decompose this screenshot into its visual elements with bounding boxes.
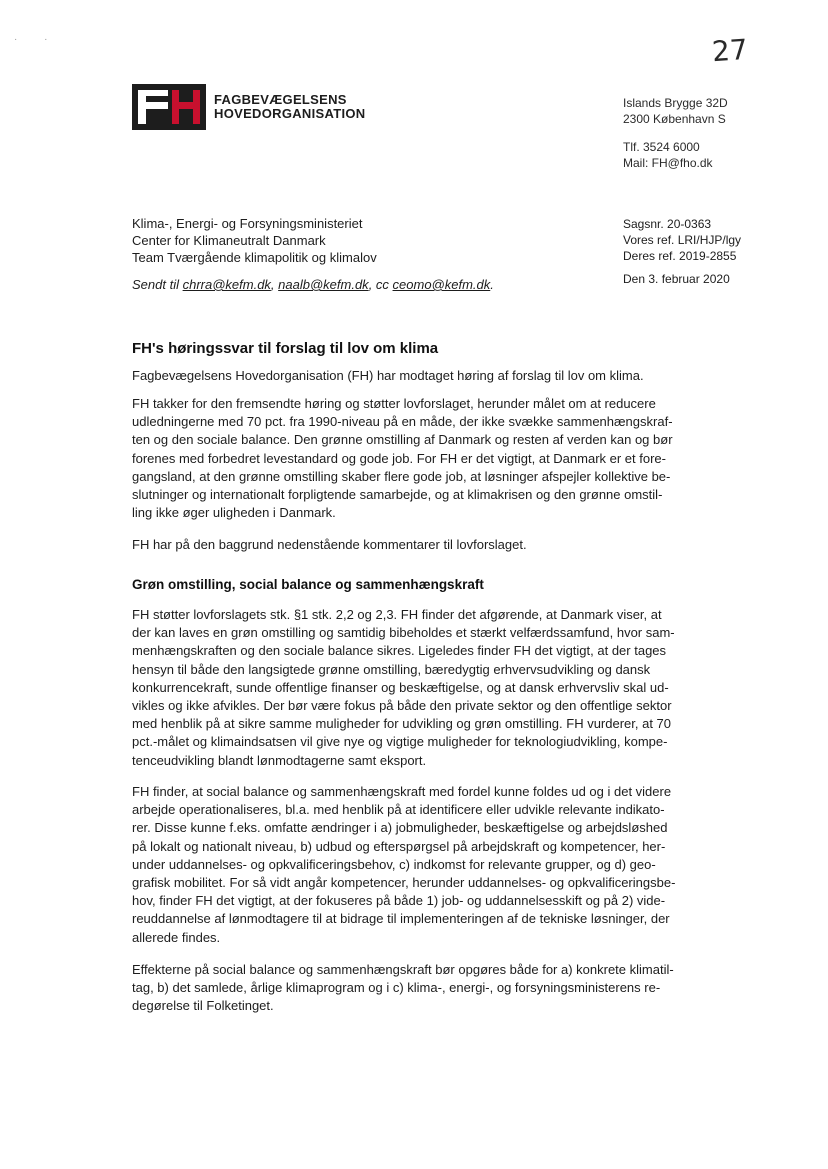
address-city: 2300 København S [623, 112, 726, 126]
paragraph-support [132, 395, 692, 522]
text-line: rer. Disse kunne f.eks. omfatte ændringer i a) jobmuligheder, beskæftigelse og arbejdsløshed [132, 820, 668, 836]
text-line: allerede findes. [132, 929, 221, 945]
address-mail: Mail: FH@fho.dk [623, 156, 713, 170]
our-reference: Vores ref. LRI/HJP/lgy [623, 233, 742, 247]
text-line: slutninger og internationalt forpligtende samarbejde, og at klimakrisen og den grønne omstil- [132, 487, 663, 503]
text-line: under uddannelses- og opkvalificeringsbehov, c) indkomst for relevante grupper, og d) geo- [132, 856, 656, 872]
paragraph-intro [132, 367, 692, 385]
text-line: FH takker for den fremsendte høring og støtter lovforslaget, herunder målet om at reducere [132, 396, 656, 411]
recipient-line2: Center for Klimaneutralt Danmark [132, 233, 326, 248]
text-line: udledningerne med 70 pct. fra 1990-niveau på en måde, der ikke svække sammenhængskraf- [132, 414, 673, 430]
text-line: degørelse til Folketinget. [132, 998, 274, 1014]
paragraph-comments-intro [132, 536, 692, 554]
recipient-line1: Klima-, Energi- og Forsyningsministeriet [132, 216, 363, 231]
text-line: hensyn til både den langsigtede grønne omstilling, bæredygtig erhvervsudvikling og dansk [132, 661, 651, 677]
scan-specks: · · [14, 34, 60, 45]
fh-logo-mark [132, 84, 206, 130]
section-heading: Grøn omstilling, social balance og sammenhængskraft [132, 577, 484, 592]
sent-to-sep2: , cc [368, 277, 393, 292]
text-line: FH har på den baggrund nedenstående kommentarer til lovforslaget. [132, 537, 527, 552]
fh-logo [132, 84, 365, 130]
text-line: tenceudvikling blandt lønmodtagerne samt eksport. [132, 752, 427, 768]
text-line: pct.-målet og klimaindsatsen vil give nye og vigtige muligheder for teknologiudvikling, kompe- [132, 734, 668, 750]
text-line: FH finder, at social balance og sammenhængskraft med fordel kunne foldes ud og i det videre [132, 784, 672, 799]
text-line: gangsland, at den grønne omstilling skaber flere gode job, at løsninger afspejler kollektive be- [132, 468, 671, 484]
text-line: konkurrencekraft, sunde offentlige finanser og beskæftigelse, og at dansk erhvervsliv skal ud- [132, 679, 669, 695]
reference-block [623, 216, 741, 264]
text-line: Effekterne på social balance og sammenhængskraft bør opgøres både for a) konkrete klimatil- [132, 962, 674, 977]
text-line: med henblik på at sikre samme muligheder for udvikling og grøn omstilling. FH vurderer, at 70 [132, 716, 672, 732]
text-line: ling ikke øger uligheden i Danmark. [132, 505, 336, 521]
text-line: FH støtter lovforslagets stk. §1 stk. 2,2 og 2,3. FH finder det afgørende, at Danmark viser, at [132, 607, 662, 622]
text-line: reuddannelse af lønmodtagere til at bidrage til implementeringen af de tekniske løsninger, der [132, 911, 670, 927]
paragraph-section-2 [132, 783, 692, 947]
logo-text-line2: HOVEDORGANISATION [214, 106, 366, 121]
recipient-block [132, 215, 377, 266]
address-phone: Tlf. 3524 6000 [623, 140, 700, 154]
paragraph-section-3 [132, 961, 692, 1016]
email-link-3[interactable]: ceomo@kefm.dk [392, 277, 491, 292]
text-line: hov, finder FH det vigtigt, at der fokuseres på både 1) job- og uddannelsesskift og på 2) vide- [132, 893, 666, 909]
sent-to-line [132, 277, 494, 292]
email-link-1[interactable]: chrra@kefm.dk [182, 277, 271, 292]
text-line: menhængskraften og den sociale balance sikres. Ligeledes finder FH det vigtigt, at der tages [132, 643, 667, 659]
text-line: arbejde operationaliseres, bl.a. med henblik på at identificere eller udvikle relevante indikato- [132, 802, 665, 818]
text-line: på lokalt og nationalt niveau, b) udbud og efterspørgsel på arbejdskraft og kompetencer, her- [132, 838, 666, 854]
your-reference: Deres ref. 2019-2855 [623, 249, 737, 263]
sent-to-suffix: . [490, 277, 494, 292]
letter-date: Den 3. februar 2020 [623, 272, 730, 286]
text-line: grafisk mobilitet. For så vidt angår kompetencer, herunder uddannelses- og opkvalificeringsbe- [132, 875, 676, 891]
paragraph-section-1 [132, 606, 692, 770]
sender-address [623, 95, 728, 171]
handwritten-page-number: 27 [710, 32, 749, 69]
text-line: vikles og ikke afvikles. Der bør være fokus på både den private sektor og den offentlige sektor [132, 698, 672, 714]
text-line: ten og den sociale balance. Den grønne omstilling af Danmark og resten af verden kan og bør [132, 432, 673, 448]
sent-to-prefix: Sendt til [132, 277, 183, 292]
sent-to-sep1: , [270, 277, 279, 292]
address-street: Islands Brygge 32D [623, 96, 728, 110]
fh-logo-text [214, 93, 365, 121]
text-line: forenes med forbedret levestandard og gode job. For FH er det vigtigt, at Danmark er et fore- [132, 450, 666, 466]
email-link-2[interactable]: naalb@kefm.dk [278, 277, 369, 292]
recipient-line3: Team Tværgående klimapolitik og klimalov [132, 250, 377, 265]
text-line: tag, b) det samlede, årlige klimaprogram og i c) klima-, energi-, og forsyningsministerens re- [132, 980, 661, 996]
case-number: Sagsnr. 20-0363 [623, 217, 712, 231]
text-line: Fagbevægelsens Hovedorganisation (FH) har modtaget høring af forslag til lov om klima. [132, 368, 644, 383]
logo-text-line1: FAGBEVÆGELSENS [214, 92, 347, 107]
text-line: der kan laves en grøn omstilling og samtidig bibeholdes et stærkt velfærdssamfund, hvor sam- [132, 625, 675, 641]
document-title: FH's høringssvar til forslag til lov om klima [132, 340, 439, 357]
